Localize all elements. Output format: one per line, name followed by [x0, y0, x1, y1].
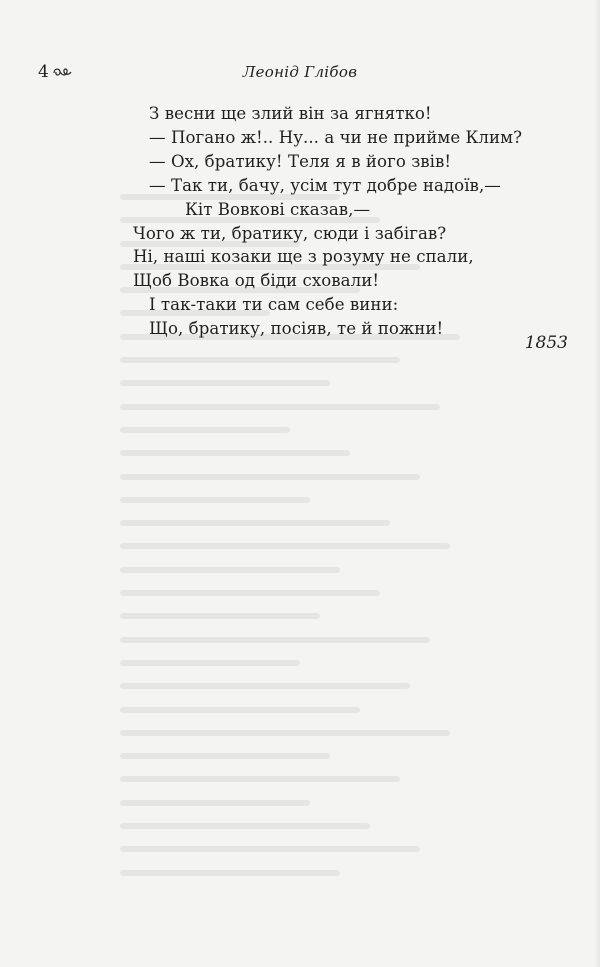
poem-date: 1853	[524, 333, 568, 353]
running-title: Леонід Глібов	[242, 63, 358, 81]
poem-line: Чого ж ти, братику, сюди і забігав?	[133, 223, 447, 243]
poem-line: — Так ти, бачу, усім тут добре надоїв,—	[149, 175, 501, 195]
poem-line: — Ох, братику! Теля я в його звів!	[149, 151, 452, 171]
poem-line: — Погано ж!.. Ну... а чи не прийме Клим?	[149, 127, 523, 147]
poem-line: Що, братику, посіяв, те й пожни!	[149, 319, 444, 339]
page-edge-shadow	[594, 0, 600, 967]
page-number: 4	[38, 62, 49, 82]
poem-line: І так-таки ти сам себе вини:	[149, 295, 399, 315]
poem-line: Щоб Вовка од біди сховали!	[133, 271, 380, 291]
poem-line: Ні, наші козаки ще з розуму не спали,	[133, 247, 474, 267]
poem-line: Кіт Вовкові сказав,—	[185, 199, 371, 219]
poem-text	[133, 102, 522, 341]
page-header	[38, 62, 562, 86]
poem-line: З весни ще злий він за ягнятко!	[149, 104, 432, 123]
